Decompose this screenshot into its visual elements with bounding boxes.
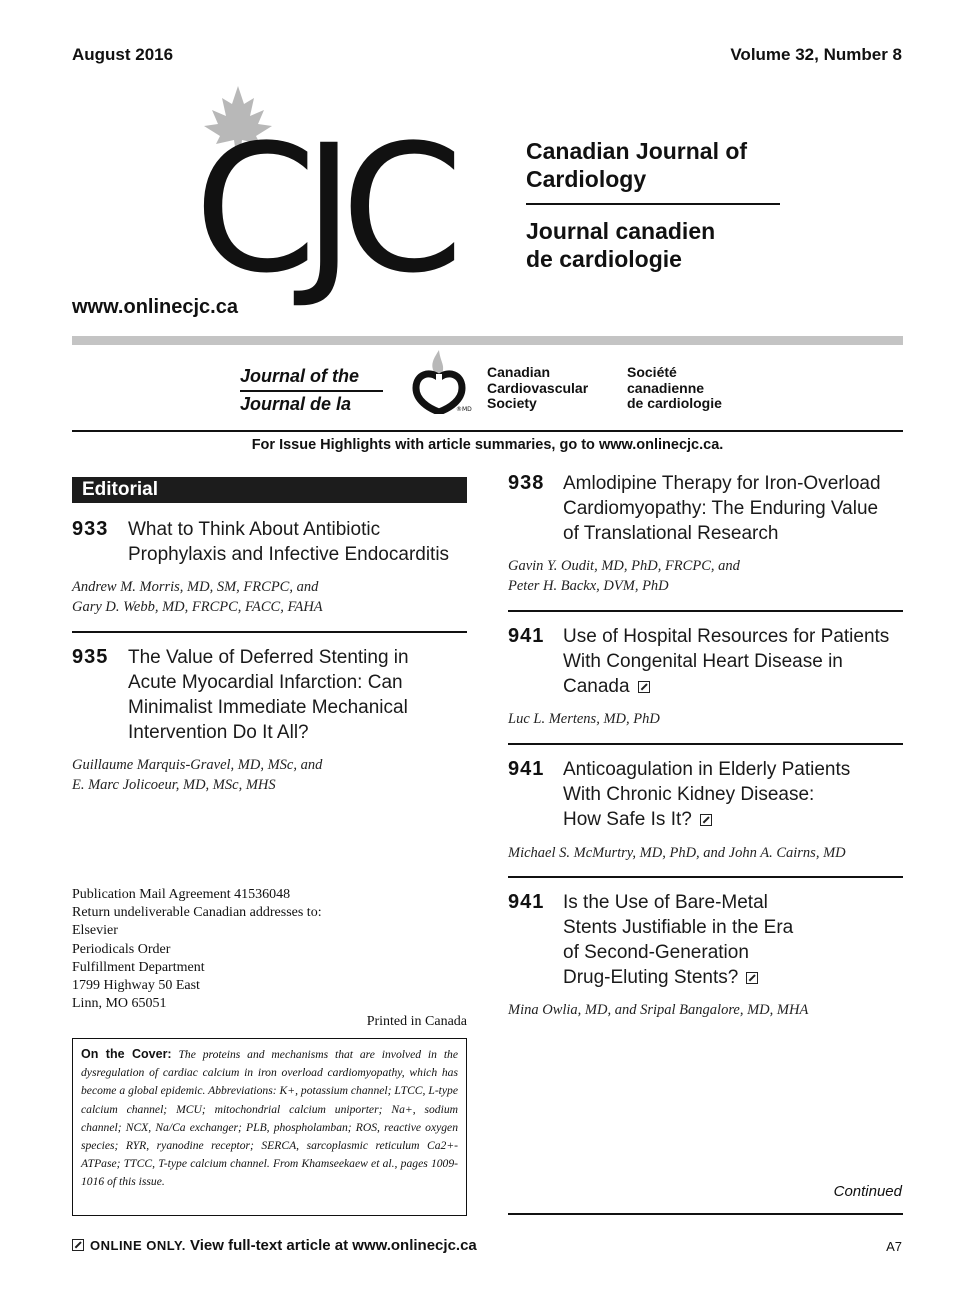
society-en-line: Canadian	[487, 364, 551, 380]
article-title-line: Intervention Do It All?	[128, 722, 309, 743]
footer-online-note	[72, 1237, 477, 1254]
article-title-line: With Congenital Heart Disease in	[563, 651, 843, 672]
article-authors	[508, 556, 740, 596]
issue-highlights-note: For Issue Highlights with article summaries, go to www.onlinecjc.ca.	[251, 437, 724, 453]
article-title-line: Drug-Eluting Stents?	[563, 967, 739, 988]
article-title-line: With Chronic Kidney Disease:	[563, 784, 815, 805]
article-authors	[72, 755, 322, 795]
printed-in-canada: Printed in Canada	[366, 1014, 467, 1029]
society-name-french	[627, 365, 722, 412]
journal-title-english	[526, 137, 747, 193]
author-line: Mina Owlia, MD, and Sripal Bangalore, MD, MHA	[508, 1002, 809, 1018]
author-line: E. Marc Jolicoeur, MD, MSc, MHS	[72, 777, 276, 793]
mail-line: 1799 Highway 50 East	[72, 978, 200, 994]
article-authors	[508, 1000, 808, 1020]
article-title-line: The Value of Deferred Stenting in	[128, 647, 409, 668]
article-page-number: 938	[508, 472, 545, 494]
article-divider	[508, 743, 903, 745]
article-title-line: Cardiomyopathy: The Enduring Value	[563, 498, 879, 519]
article-title-line: Canada	[563, 676, 630, 697]
article-authors	[508, 843, 846, 863]
author-line: Michael S. McMurtry, MD, PhD, and John A. Cairns, MD	[508, 845, 846, 861]
article-title-line: Use of Hospital Resources for Patients	[563, 626, 890, 647]
article-title-line: Anticoagulation in Elderly Patients	[563, 759, 851, 780]
on-the-cover-box	[72, 1038, 467, 1216]
article-authors	[508, 709, 660, 729]
society-name-english	[487, 365, 588, 412]
author-line: Gary D. Webb, MD, FRCPC, FACC, FAHA	[72, 599, 323, 615]
article-page-number: 933	[72, 518, 109, 540]
article-title[interactable]	[563, 624, 889, 699]
article-page-number: 935	[72, 646, 109, 668]
logo-letters: CJC	[194, 107, 450, 312]
society-fr-line: de cardiologie	[627, 395, 722, 411]
issue-volume: Volume 32, Number 8	[730, 45, 902, 64]
cjc-logo	[180, 82, 480, 317]
journal-title-french	[526, 217, 715, 273]
online-only-icon	[72, 1239, 84, 1251]
cover-description: The proteins and mechanisms that are involved in the dysregulation of cardiac calcium in iron overload cardiomyopathy, which has become a global epidemic. Abbreviations: K+, potassium channel; LTCC, L-type calcium channel; MCU; mitochondrial calcium uniporter; Na+, sodium channel; NCX, Na/Ca exchanger; PLB, phospholamban; ROS, reactive oxygen species; RYR, ryanodine receptor; SERCA, sarcoplasmic reticulum Ca2+-ATPase; TTCC, T-type calcium channel. From Khamseekaew et al., pages 1009-1016 of this issue.	[81, 1048, 458, 1189]
article-title-line: of Second-Generation	[563, 942, 749, 963]
right-column-bottom-rule	[508, 1213, 903, 1215]
article-title-line: What to Think About Antibiotic	[128, 519, 381, 540]
author-line: Luc L. Mertens, MD, PhD	[508, 711, 660, 727]
article-title-line: Acute Myocardial Infarction: Can	[128, 672, 403, 693]
header-gray-bar	[72, 336, 903, 345]
publication-mail-info	[72, 886, 322, 1013]
online-only-icon	[746, 972, 758, 984]
title-en-line: Cardiology	[526, 166, 647, 192]
article-title[interactable]	[563, 890, 793, 990]
author-line: Peter H. Backx, DVM, PhD	[508, 578, 669, 594]
society-fr-line: Société	[627, 364, 677, 380]
section-label: Editorial	[82, 479, 159, 500]
society-en-line: Society	[487, 395, 537, 411]
journal-of-the: Journal of the	[240, 366, 360, 386]
article-divider	[72, 631, 467, 633]
online-only-icon	[638, 681, 650, 693]
author-line: Guillaume Marquis-Gravel, MD, MSc, and	[72, 757, 323, 773]
article-title-line: Prophylaxis and Infective Endocarditis	[128, 544, 450, 565]
article-title-line: Stents Justifiable in the Era	[563, 917, 794, 938]
title-fr-line: de cardiologie	[526, 246, 682, 272]
highlights-top-rule	[72, 430, 903, 432]
mail-line: Return undeliverable Canadian addresses to:	[72, 905, 322, 921]
title-divider	[526, 203, 780, 205]
article-title[interactable]	[128, 645, 409, 745]
society-fr-line: canadienne	[627, 379, 705, 396]
continued-label: Continued	[833, 1183, 902, 1200]
article-title-line: Minimalist Immediate Mechanical	[128, 697, 408, 718]
author-line: Gavin Y. Oudit, MD, PhD, FRCPC, and	[508, 558, 740, 574]
mail-line: Elsevier	[72, 923, 118, 939]
title-fr-line: Journal canadien	[526, 218, 716, 244]
article-title-line: Is the Use of Bare-Metal	[563, 892, 768, 913]
article-title[interactable]	[563, 471, 881, 546]
article-title-line: of Translational Research	[563, 523, 779, 544]
journal-de-la: Journal de la	[240, 394, 352, 414]
mail-line: Publication Mail Agreement 41536048	[72, 887, 291, 902]
article-title[interactable]	[128, 517, 449, 567]
section-header-editorial	[72, 477, 467, 503]
article-page-number: 941	[508, 625, 545, 647]
title-en-line: Canadian Journal of	[526, 138, 748, 164]
author-line: Andrew M. Morris, MD, SM, FRCPC, and	[72, 579, 319, 595]
journal-url[interactable]: www.onlinecjc.ca	[72, 296, 238, 318]
issue-date: August 2016	[72, 45, 174, 64]
article-authors	[72, 577, 323, 617]
society-en-line: Cardiovascular	[487, 379, 589, 396]
article-page-number: 941	[508, 758, 545, 780]
article-page-number: 941	[508, 891, 545, 913]
page-number: A7	[886, 1239, 902, 1254]
society-label-divider	[240, 390, 383, 392]
online-only-icon	[700, 814, 712, 826]
online-only-text[interactable]: View full-text article at www.onlinecjc.ca	[190, 1237, 477, 1254]
registered-mark: ®MD	[456, 406, 472, 413]
article-title[interactable]	[563, 757, 850, 832]
article-divider	[508, 876, 903, 878]
online-only-label: ONLINE ONLY.	[90, 1238, 186, 1253]
mail-line: Periodicals Order	[72, 941, 171, 957]
article-title-line: Amlodipine Therapy for Iron-Overload	[563, 473, 881, 494]
ccs-heart-logo	[412, 348, 482, 414]
mail-line: Linn, MO 65051	[72, 996, 167, 1012]
article-divider	[508, 610, 903, 612]
mail-line: Fulfillment Department	[72, 959, 205, 975]
article-title-line: How Safe Is It?	[563, 809, 692, 830]
cover-label: On the Cover:	[81, 1047, 172, 1061]
